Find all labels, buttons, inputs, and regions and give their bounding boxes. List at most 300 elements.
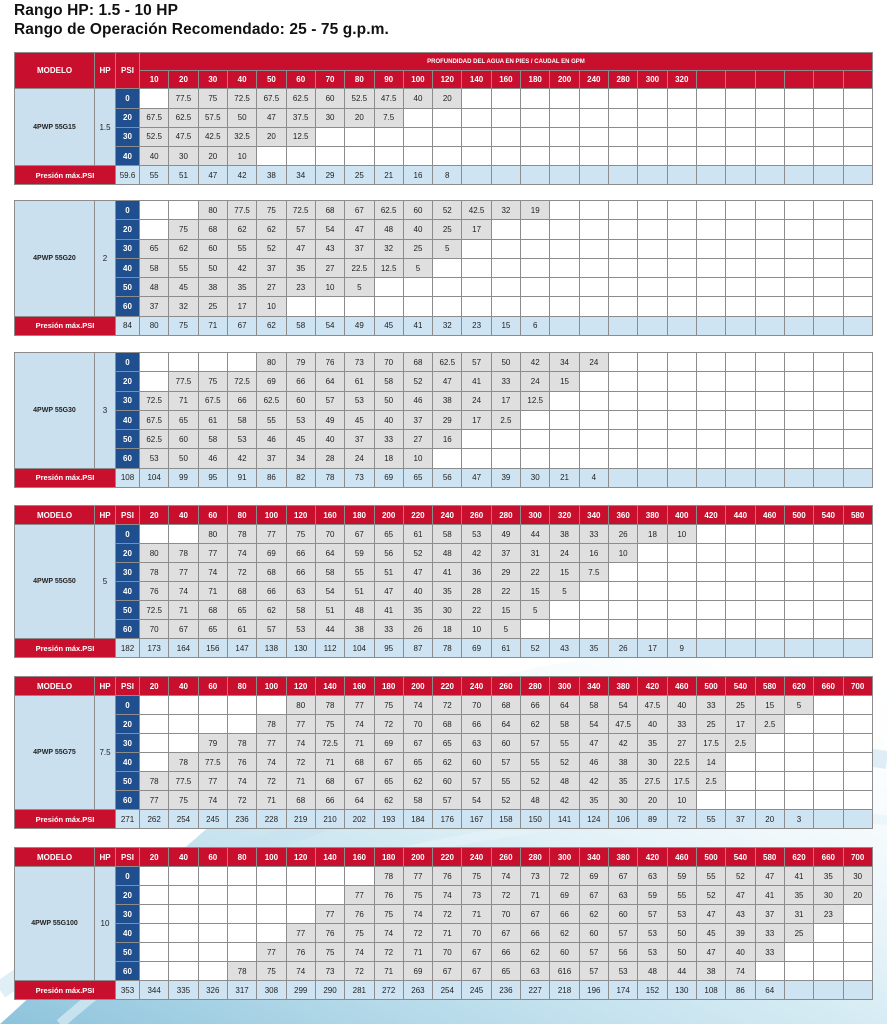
pressure-max-row [15,639,873,658]
flow-cell [286,886,315,905]
flow-cell [609,239,638,258]
flow-cell [550,127,579,146]
depth-header: 80 [227,506,256,525]
flow-cell [638,297,667,316]
flow-cell [696,147,725,166]
flow-cell: 57 [579,962,608,981]
flow-cell: 38 [696,962,725,981]
flow-cell: 49 [315,410,344,429]
flow-cell [784,220,813,239]
flow-cell: 16 [579,544,608,563]
psi-value: 0 [116,353,140,372]
flow-cell [609,391,638,410]
flow-cell: 15 [550,563,579,582]
pressure-max-cell: 210 [315,810,344,829]
pressure-max-cell [638,166,667,185]
pressure-max-label: Presión máx.PSI [15,810,116,829]
psi-value: 30 [116,563,140,582]
flow-cell: 72 [257,772,286,791]
flow-cell [814,791,843,810]
flow-cell: 74 [345,715,374,734]
flow-cell: 64 [345,791,374,810]
flow-cell: 57 [579,943,608,962]
pressure-max-cell: 262 [140,810,169,829]
flow-cell: 30 [843,867,872,886]
flow-cell: 64 [491,715,520,734]
flow-cell: 74 [227,772,256,791]
pressure-max-cell: 69 [462,639,491,658]
flow-cell [814,601,843,620]
pressure-max-cell: 78 [433,639,462,658]
flow-cell: 59 [667,867,696,886]
flow-cell: 77.5 [169,372,198,391]
flow-cell: 10 [462,620,491,639]
flow-cell [491,220,520,239]
pressure-max-cell [755,166,784,185]
flow-cell: 45 [345,410,374,429]
flow-cell: 32.5 [227,127,256,146]
depth-header: 20 [140,677,169,696]
flow-cell: 12.5 [286,127,315,146]
flow-cell [609,563,638,582]
flow-cell [784,201,813,220]
flow-cell: 27 [667,734,696,753]
pressure-max-cell: 58 [286,316,315,335]
flow-cell: 67.5 [257,89,286,108]
flow-cell [784,258,813,277]
flow-cell: 75 [198,89,227,108]
depth-header: 200 [374,506,403,525]
depth-header: 90 [374,71,403,89]
depth-header: 180 [374,677,403,696]
flow-cell [843,943,872,962]
flow-cell: 70 [491,905,520,924]
flow-cell: 10 [667,791,696,810]
depth-header: 60 [198,506,227,525]
flow-cell: 34 [550,353,579,372]
table-row [15,734,873,753]
flow-cell: 10 [315,278,344,297]
flow-cell [843,297,872,316]
flow-cell: 51 [315,601,344,620]
flow-cell [579,258,608,277]
flow-cell [579,278,608,297]
flow-cell [696,449,725,468]
depth-header: 380 [638,506,667,525]
flow-cell: 10 [257,297,286,316]
depth-header: 340 [579,677,608,696]
flow-cell: 30 [609,791,638,810]
flow-cell: 2.5 [755,715,784,734]
flow-cell [609,201,638,220]
flow-cell [843,715,872,734]
flow-cell [784,410,813,429]
flow-cell: 48 [638,962,667,981]
flow-cell [784,430,813,449]
flow-cell [726,601,755,620]
pressure-max-cell [814,810,843,829]
flow-cell: 66 [521,696,550,715]
pressure-max-cell: 35 [579,639,608,658]
flow-cell [696,410,725,429]
psi-value: 0 [116,201,140,220]
flow-cell: 42 [462,544,491,563]
psi-value: 30 [116,391,140,410]
flow-cell [755,601,784,620]
flow-cell: 52 [521,772,550,791]
pressure-max-cell: 174 [609,981,638,1000]
flow-cell: 40 [315,430,344,449]
pressure-max-cell: 193 [374,810,403,829]
flow-cell [726,753,755,772]
flow-cell: 74 [169,582,198,601]
flow-cell [609,127,638,146]
flow-cell: 72 [374,943,403,962]
flow-cell: 42 [227,258,256,277]
flow-cell [755,89,784,108]
flow-cell [491,449,520,468]
flow-cell: 80 [286,696,315,715]
flow-cell [755,772,784,791]
table-row [15,601,873,620]
flow-cell [403,278,432,297]
flow-cell: 74 [433,886,462,905]
flow-cell: 69 [257,544,286,563]
flow-cell: 22 [491,582,520,601]
pressure-max-cell [814,981,843,1000]
flow-cell: 78 [257,715,286,734]
model-name: 4PWP 55G50 [15,525,95,639]
modelo-header: MODELO [15,53,95,89]
pressure-max-cell [755,316,784,335]
flow-cell [286,297,315,316]
depth-header: 580 [843,506,872,525]
flow-cell: 41 [462,372,491,391]
flow-cell [227,867,256,886]
flow-cell [843,620,872,639]
flow-cell [726,127,755,146]
flow-cell: 55 [491,772,520,791]
psi-header: PSI [116,53,140,89]
flow-cell [462,278,491,297]
pressure-max-cell: 23 [462,316,491,335]
depth-header [843,71,872,89]
pressure-max-cell: 130 [286,639,315,658]
flow-cell [784,791,813,810]
depth-header [696,71,725,89]
flow-cell: 53 [609,962,638,981]
pressure-max-cell: 89 [638,810,667,829]
flow-cell [462,258,491,277]
flow-cell [667,147,696,166]
pressure-max-cell: 236 [227,810,256,829]
flow-cell [579,127,608,146]
flow-cell: 77 [169,563,198,582]
flow-cell [550,89,579,108]
pressure-max-cell: 95 [198,468,227,487]
flow-cell [286,867,315,886]
flow-cell: 19 [521,201,550,220]
flow-cell: 47.5 [374,89,403,108]
flow-cell: 58 [403,791,432,810]
flow-cell [579,108,608,127]
flow-cell [227,924,256,943]
flow-cell: 65 [374,525,403,544]
pump-table-4pwp-55g30 [14,352,873,488]
flow-cell: 23 [814,905,843,924]
flow-cell: 71 [374,962,403,981]
flow-cell: 74 [257,753,286,772]
depth-header: 540 [726,677,755,696]
pressure-max-cell: 173 [140,639,169,658]
flow-cell [579,220,608,239]
flow-cell [696,601,725,620]
flow-cell: 74 [403,696,432,715]
flow-cell: 53 [286,620,315,639]
flow-cell: 77 [198,772,227,791]
pressure-max-cell: 326 [198,981,227,1000]
depth-header: 20 [169,71,198,89]
flow-cell: 77 [140,791,169,810]
flow-cell: 55 [667,886,696,905]
flow-cell: 17.5 [696,734,725,753]
flow-cell: 74 [726,962,755,981]
flow-cell: 50 [169,449,198,468]
flow-cell: 30 [169,147,198,166]
flow-cell [521,220,550,239]
flow-cell [638,620,667,639]
flow-cell: 42 [227,449,256,468]
pressure-max-cell: 69 [374,468,403,487]
flow-cell [550,620,579,639]
flow-cell [814,127,843,146]
flow-cell [667,278,696,297]
flow-cell [726,582,755,601]
depth-header: 80 [345,71,374,89]
flow-cell [755,391,784,410]
flow-cell [843,89,872,108]
flow-cell: 77 [345,696,374,715]
pressure-max-cell: 308 [257,981,286,1000]
flow-cell [784,620,813,639]
psi-value: 20 [116,886,140,905]
depth-header: 500 [696,848,725,867]
flow-cell: 74 [286,962,315,981]
flow-cell: 29 [433,410,462,429]
flow-cell: 68 [315,772,344,791]
flow-cell: 75 [286,525,315,544]
flow-cell [579,147,608,166]
flow-cell: 25 [403,239,432,258]
flow-cell [843,108,872,127]
pressure-max-cell [814,316,843,335]
flow-cell: 37 [140,297,169,316]
flow-cell [726,278,755,297]
flow-cell: 61 [198,410,227,429]
flow-cell: 5 [345,278,374,297]
depth-header: 40 [169,677,198,696]
flow-cell: 71 [521,886,550,905]
depth-header: 220 [403,506,432,525]
flow-cell: 77 [257,943,286,962]
flow-cell: 47 [345,220,374,239]
pressure-max-cell: 47 [198,166,227,185]
depth-header: 620 [784,677,813,696]
flow-cell [521,89,550,108]
flow-cell: 47 [374,582,403,601]
flow-cell: 52 [550,753,579,772]
flow-cell: 57 [521,734,550,753]
pressure-max-cell [609,166,638,185]
table-row [15,201,873,220]
flow-cell: 22.5 [345,258,374,277]
flow-cell [784,372,813,391]
psi-value: 0 [116,867,140,886]
table-row [15,620,873,639]
flow-cell: 17 [462,410,491,429]
flow-cell: 36 [462,563,491,582]
flow-cell: 14 [696,753,725,772]
pressure-max-cell: 236 [491,981,520,1000]
depth-header: 400 [667,506,696,525]
depth-header: 160 [345,677,374,696]
flow-cell: 51 [345,582,374,601]
flow-cell [755,582,784,601]
flow-cell: 41 [784,867,813,886]
flow-cell [140,867,169,886]
flow-cell [755,353,784,372]
flow-cell [814,201,843,220]
flow-cell: 47 [696,943,725,962]
flow-cell: 16 [433,430,462,449]
flow-cell [140,886,169,905]
flow-cell: 52 [696,886,725,905]
flow-cell [755,410,784,429]
flow-cell [169,886,198,905]
flow-cell [755,258,784,277]
flow-cell [814,734,843,753]
flow-cell: 71 [345,734,374,753]
flow-cell [784,278,813,297]
pressure-max-value: 353 [116,981,140,1000]
flow-cell: 50 [227,108,256,127]
pressure-max-label: Presión máx.PSI [15,316,116,335]
flow-cell [667,563,696,582]
flow-cell [433,258,462,277]
flow-cell [491,297,520,316]
flow-cell [667,601,696,620]
pressure-max-cell: 124 [579,810,608,829]
flow-cell: 58 [227,410,256,429]
psi-value: 50 [116,943,140,962]
flow-cell [609,430,638,449]
flow-cell [755,962,784,981]
pressure-max-row [15,166,873,185]
pressure-max-cell [696,468,725,487]
flow-cell: 32 [374,239,403,258]
flow-cell: 47.5 [169,127,198,146]
table-row [15,867,873,886]
flow-cell: 23 [286,278,315,297]
depth-header: 380 [609,848,638,867]
flow-cell: 7.5 [374,108,403,127]
flow-cell: 77.5 [227,201,256,220]
pressure-max-cell: 6 [521,316,550,335]
flow-cell: 2.5 [696,772,725,791]
flow-cell [755,544,784,563]
flow-cell: 33 [374,620,403,639]
flow-cell: 37 [345,430,374,449]
flow-cell: 72 [491,886,520,905]
psi-value: 60 [116,791,140,810]
flow-cell: 54 [609,696,638,715]
flow-cell: 73 [315,962,344,981]
depth-header: 540 [814,506,843,525]
pressure-max-cell: 152 [638,981,667,1000]
flow-cell: 15 [755,696,784,715]
model-name: 4PWP 55G30 [15,353,95,469]
flow-cell: 33 [374,430,403,449]
psi-value: 20 [116,220,140,239]
flow-cell [726,239,755,258]
flow-cell [755,297,784,316]
flow-cell [550,220,579,239]
flow-cell [726,449,755,468]
depth-header: 80 [227,848,256,867]
flow-cell [140,943,169,962]
flow-cell: 40 [726,943,755,962]
flow-cell: 68 [345,753,374,772]
flow-cell: 10 [227,147,256,166]
flow-cell: 54 [579,715,608,734]
pressure-max-cell: 25 [345,166,374,185]
flow-cell [140,962,169,981]
flow-cell: 72 [286,753,315,772]
pressure-max-cell: 55 [696,810,725,829]
flow-cell: 52 [257,239,286,258]
flow-cell: 80 [140,544,169,563]
pressure-max-label: Presión máx.PSI [15,981,116,1000]
flow-cell: 60 [462,753,491,772]
flow-cell [609,410,638,429]
psi-value: 60 [116,297,140,316]
flow-cell: 27 [315,258,344,277]
flow-cell [433,297,462,316]
flow-cell: 72 [374,715,403,734]
flow-cell: 74 [345,943,374,962]
depth-header: 200 [403,677,432,696]
flow-cell: 25 [726,696,755,715]
pressure-max-cell: 245 [462,981,491,1000]
flow-cell [550,201,579,220]
depth-header: 100 [257,848,286,867]
psi-value: 40 [116,258,140,277]
flow-cell [433,449,462,468]
flow-cell [843,201,872,220]
depth-header: 120 [286,506,315,525]
flow-cell: 37 [403,410,432,429]
flow-cell [814,220,843,239]
flow-cell: 77.5 [198,753,227,772]
flow-cell [784,943,813,962]
flow-cell: 78 [169,544,198,563]
psi-value: 50 [116,430,140,449]
flow-cell [550,449,579,468]
flow-cell [784,734,813,753]
flow-cell [814,544,843,563]
psi-value: 50 [116,601,140,620]
psi-value: 0 [116,89,140,108]
